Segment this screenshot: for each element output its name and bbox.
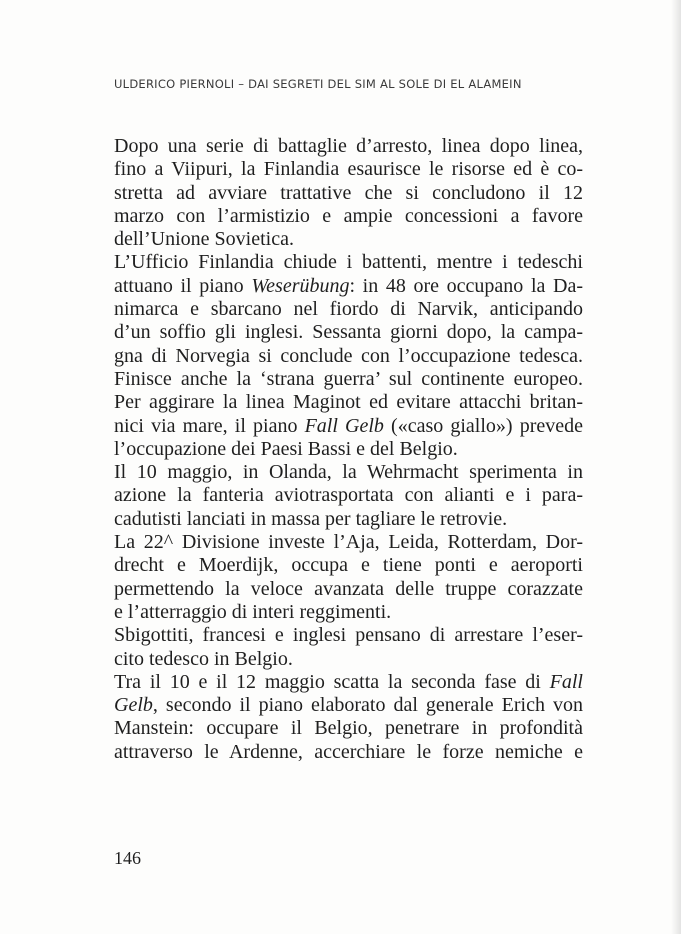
text-line: l’occupazione dei Paesi Bassi e del Belgio.	[114, 437, 458, 460]
text-line: fino a Viipuri, la Finlandia esaurisce le risorse ed è co-	[114, 158, 583, 181]
text-segment: («caso giallo») prevede	[383, 414, 583, 437]
text-line: stretta ad avviare trattative che si concludono il 12	[114, 181, 583, 204]
text-line: nimarca e sbarcano nel fiordo di Narvik, anticipando	[114, 298, 583, 321]
text-line: e l’atterraggio di interi reggimenti.	[114, 600, 392, 623]
text-line: cadutisti lanciati in massa per tagliare le retrovie.	[114, 507, 508, 530]
text-line: attraverso le Ardenne, accerchiare le forze nemiche e	[114, 740, 583, 763]
page-number: 146	[114, 848, 141, 868]
running-head: ULDERICO PIERNOLI – DAI SEGRETI DEL SIM AL SOLE DI EL ALAMEIN	[114, 77, 522, 91]
text-line: Finisce anche la ‘strana guerra’ sul continente europeo.	[114, 367, 583, 390]
text-segment: nici via mare, il piano	[114, 414, 305, 437]
text-line: Dopo una serie di battaglie d’arresto, linea dopo linea,	[114, 135, 583, 157]
page-edge-shadow	[671, 0, 681, 934]
text-line: L’Ufficio Finlandia chiude i battenti, mentre i tedeschi	[114, 251, 583, 274]
italic-term: Weserübung	[251, 274, 350, 297]
text-line: Il 10 maggio, in Olanda, la Wehrmacht sperimenta in	[114, 461, 583, 484]
italic-term: Fall	[549, 670, 583, 693]
italic-term: Fall Gelb	[304, 414, 384, 437]
text-segment: attuano il piano	[114, 274, 252, 297]
text-line: gna di Norvegia si conclude con l’occupazione tedesca.	[114, 344, 583, 367]
text-segment: , secondo il piano elaborato dal generale Erich von	[152, 694, 583, 717]
italic-term: Gelb	[114, 694, 153, 717]
text-line: cito tedesco in Belgio.	[114, 647, 293, 670]
text-segment: Tra il 10 e il 12 maggio scatta la seconda fase di	[114, 670, 550, 693]
text-line: d’un soffio gli inglesi. Sessanta giorni dopo, la campa-	[114, 321, 583, 344]
text-line: dell’Unione Sovietica.	[114, 228, 294, 251]
text-line: permettendo la veloce avanzata delle truppe corazzate	[114, 577, 583, 600]
text-line	[114, 415, 583, 438]
text-segment: : in 48 ore occupano la Da-	[349, 274, 583, 297]
text-line: La 22^ Divisione investe l’Aja, Leida, Rotterdam, Dor-	[114, 531, 583, 554]
text-line	[114, 671, 583, 694]
text-line: Manstein: occupare il Belgio, penetrare in profondità	[114, 717, 583, 740]
text-line: azione la fanteria aviotrasportata con alianti e i para-	[114, 484, 583, 507]
text-line: drecht e Moerdijk, occupa e tiene ponti e aeroporti	[114, 554, 583, 577]
text-line	[114, 275, 583, 298]
text-line	[114, 694, 583, 717]
text-line: marzo con l’armistizio e ampie concessioni a favore	[114, 204, 583, 227]
text-line: Sbigottiti, francesi e inglesi pensano di arrestare l’eser-	[114, 624, 583, 647]
body-text	[114, 135, 583, 764]
text-line: Per aggirare la linea Maginot ed evitare attacchi britan-	[114, 391, 583, 414]
